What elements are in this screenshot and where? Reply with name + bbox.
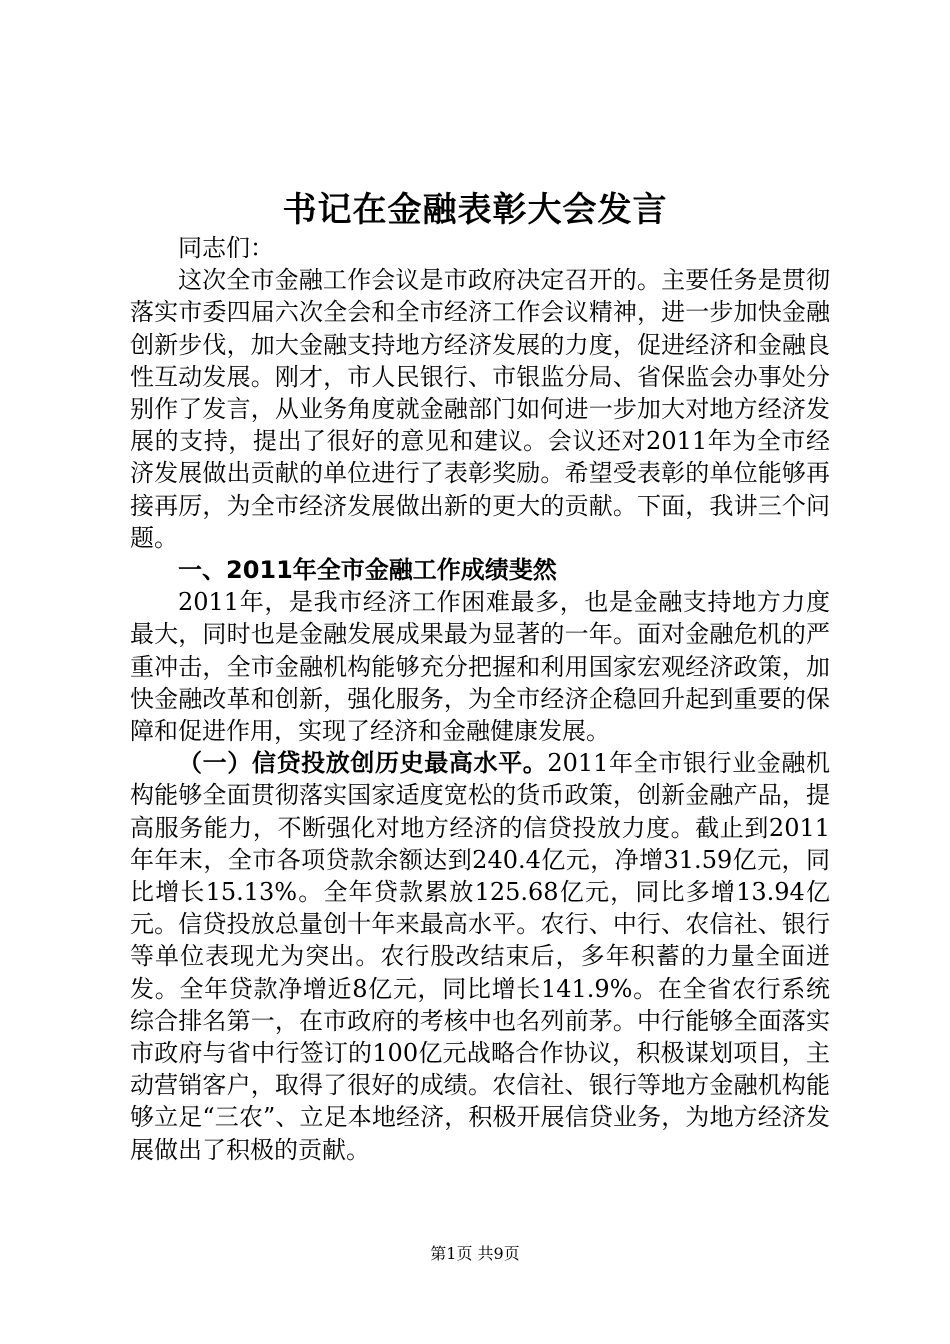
- section-heading-1: 一、2011年全市金融工作成绩斐然: [178, 556, 557, 585]
- paragraph-intro: 这次全市金融工作会议是市政府决定召开的。主要任务是贯彻落实市委四届六次全会和全市经济工作会议精神，进一步加快金融创新步伐，加大金融支持地方经济发展的力度，促进经济和金融良性互动发展。刚才，市人民银行、市银监分局、省保监会办事处分别作了发言，从业务角度就金融部门如何进一步加大对地方经济发展的支持，提出了很好的意见和建议。会议还对2011年为全市经济发展做出贡献的单位进行了表彰奖励。希望受表彰的单位能够再接再厉，为全市经济发展做出新的更大的贡献。下面，我讲三个问题。: [130, 266, 830, 552]
- subsection-heading-1: （一）信贷投放创历史最高水平。: [178, 749, 548, 778]
- page-footer: 第1页 共9页: [430, 1244, 520, 1263]
- paragraph-achievements: 2011年，是我市经济工作困难最多，也是金融支持地方力度最大，同时也是金融发展成果最为显著的一年。面对金融危机的严重冲击，全市金融机构能够充分把握和利用国家宏观经济政策，加快金融改革和创新，强化服务，为全市经济企稳回升起到重要的保障和促进作用，实现了经济和金融健康发展。: [130, 588, 830, 746]
- paragraph-credit-text: 2011年全市银行业金融机构能够全面贯彻落实国家适度宽松的货币政策，创新金融产品，提高服务能力，不断强化对地方经济的信贷投放力度。截止到2011年年末，全市各项贷款余额达到240.4亿元，净增31.59亿元，同比增长15.13%。全年贷款累放125.68亿元，同比多增13.94亿元。信贷投放总量创十年来最高水平。农行、中行、农信社、银行等单位表现尤为突出。农行股改结束后，多年积蓄的力量全面迸发。全年贷款净增近8亿元，同比增长141.9%。在全省农行系统综合排名第一，在市政府的考核中也名列前茅。中行能够全面落实市政府与省中行签订的100亿元战略合作协议，积极谋划项目，主动营销客户，取得了很好的成绩。农信社、银行等地方金融机构能够立足“三农”、立足本地经济，积极开展信贷业务，为地方经济发展做出了积极的贡献。: [130, 749, 831, 1164]
- document-title: 书记在金融表彰大会发言: [282, 190, 668, 230]
- paragraph-credit: [130, 747, 830, 1166]
- document-body: [130, 232, 830, 1166]
- salutation: 同志们：: [178, 234, 274, 262]
